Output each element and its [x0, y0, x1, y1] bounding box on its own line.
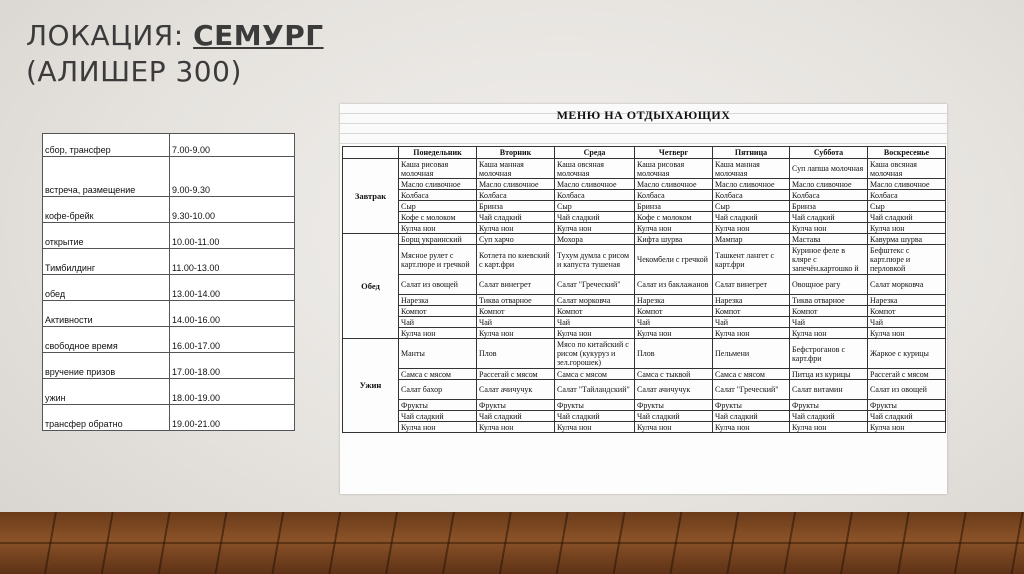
menu-dish-cell: Самса с мясом [555, 369, 635, 380]
menu-dish-cell: Чай [790, 317, 868, 328]
menu-dish-cell: Самса с мясом [713, 369, 790, 380]
menu-table [342, 146, 946, 433]
schedule-row [43, 405, 295, 431]
menu-row [343, 212, 946, 223]
menu-dish-cell: Кулча нон [868, 422, 946, 433]
menu-row [343, 317, 946, 328]
menu-dish-cell: Рассегай с мясом [477, 369, 555, 380]
menu-header-area [340, 104, 947, 144]
menu-day-header: Пятница [713, 147, 790, 159]
schedule-activity: трансфер обратно [43, 405, 170, 431]
menu-dish-cell: Салат морковча [868, 275, 946, 295]
menu-dish-cell: Чай сладкий [555, 212, 635, 223]
menu-row [343, 328, 946, 339]
menu-dish-cell: Каша рисовая молочная [399, 159, 477, 179]
menu-dish-cell: Колбаса [635, 190, 713, 201]
menu-dish-cell: Компот [635, 306, 713, 317]
menu-day-header: Воскресенье [868, 147, 946, 159]
menu-dish-cell: Бринза [477, 201, 555, 212]
menu-dish-cell: Компот [399, 306, 477, 317]
menu-dish-cell: Кулча нон [790, 328, 868, 339]
menu-dish-cell: Чай [713, 317, 790, 328]
menu-dish-cell: Мохора [555, 234, 635, 245]
schedule-table [42, 133, 295, 431]
menu-dish-cell: Кулча нон [399, 223, 477, 234]
menu-title: МЕНЮ НА ОТДЫХАЮЩИХ [556, 108, 731, 122]
menu-row [343, 201, 946, 212]
menu-dish-cell: Фрукты [790, 400, 868, 411]
menu-dish-cell: Тиква отварное [790, 295, 868, 306]
menu-day-header: Четверг [635, 147, 713, 159]
schedule-row [43, 197, 295, 223]
menu-dish-cell: Компот [790, 306, 868, 317]
schedule-row [43, 157, 295, 197]
menu-dish-cell: Фрукты [635, 400, 713, 411]
menu-dish-cell: Мясо по китайский с рисом (кукуруз и зел.горошек) [555, 339, 635, 369]
menu-dish-cell: Чай сладкий [555, 411, 635, 422]
menu-dish-cell: Нарезка [713, 295, 790, 306]
menu-dish-cell: Чай сладкий [399, 411, 477, 422]
menu-dish-cell: Пельмени [713, 339, 790, 369]
menu-dish-cell: Кулча нон [477, 328, 555, 339]
menu-dish-cell: Чай сладкий [713, 411, 790, 422]
menu-dish-cell: Мясное рулет с карт.пюре и гречкой [399, 245, 477, 275]
menu-dish-cell: Сыр [399, 201, 477, 212]
menu-dish-cell: Бефштекс с карт.пюре и перловкой [868, 245, 946, 275]
menu-dish-cell: Чай [399, 317, 477, 328]
schedule-time: 13.00-14.00 [170, 275, 295, 301]
title-prefix: ЛОКАЦИЯ: [26, 19, 194, 52]
menu-dish-cell: Кулча нон [635, 223, 713, 234]
menu-dish-cell: Салат бахор [399, 380, 477, 400]
schedule-row [43, 327, 295, 353]
menu-dish-cell: Бефстроганов с карт.фри [790, 339, 868, 369]
menu-dish-cell: Колбаса [713, 190, 790, 201]
menu-dish-cell: Тиква отварное [477, 295, 555, 306]
menu-dish-cell: Фрукты [555, 400, 635, 411]
menu-dish-cell: Кулча нон [790, 223, 868, 234]
menu-meal-label: Завтрак [343, 159, 399, 234]
menu-dish-cell: Кулча нон [868, 328, 946, 339]
schedule-time: 9.00-9.30 [170, 157, 295, 197]
menu-dish-cell: Кулча нон [399, 422, 477, 433]
menu-dish-cell: Колбаса [399, 190, 477, 201]
schedule-time: 11.00-13.00 [170, 249, 295, 275]
menu-dish-cell: Плов [635, 339, 713, 369]
menu-dish-cell: Кулча нон [399, 328, 477, 339]
menu-dish-cell: Кофе с молоком [635, 212, 713, 223]
menu-image [340, 104, 947, 494]
menu-dish-cell: Борщ украинский [399, 234, 477, 245]
menu-row [343, 159, 946, 179]
menu-dish-cell: Бринза [635, 201, 713, 212]
menu-row [343, 275, 946, 295]
menu-dish-cell: Салат "Греческий" [555, 275, 635, 295]
menu-dish-cell: Чай сладкий [635, 411, 713, 422]
menu-dish-cell: Салат ачичучук [477, 380, 555, 400]
slide-title [26, 18, 324, 90]
menu-meal-label: Обед [343, 234, 399, 339]
menu-day-header: Среда [555, 147, 635, 159]
menu-dish-cell: Компот [477, 306, 555, 317]
menu-dish-cell: Сыр [555, 201, 635, 212]
menu-row [343, 190, 946, 201]
schedule-activity: вручение призов [43, 353, 170, 379]
menu-day-header: Понедельник [399, 147, 477, 159]
menu-dish-cell: Кулча нон [713, 328, 790, 339]
menu-dish-cell: Чай сладкий [790, 411, 868, 422]
menu-dish-cell: Самса с тыквой [635, 369, 713, 380]
menu-dish-cell: Нарезка [868, 295, 946, 306]
menu-dish-cell: Салат витамин [790, 380, 868, 400]
menu-dish-cell: Компот [713, 306, 790, 317]
menu-dish-cell: Каша овсяная молочная [555, 159, 635, 179]
schedule-activity: открытие [43, 223, 170, 249]
schedule-row [43, 223, 295, 249]
menu-row [343, 339, 946, 369]
menu-dish-cell: Кулча нон [555, 223, 635, 234]
menu-dish-cell: Кулча нон [635, 422, 713, 433]
menu-day-header: Суббота [790, 147, 868, 159]
schedule-activity: ужин [43, 379, 170, 405]
menu-row [343, 245, 946, 275]
menu-dish-cell: Масло сливочное [477, 179, 555, 190]
menu-dish-cell: Чай [868, 317, 946, 328]
schedule-time: 18.00-19.00 [170, 379, 295, 405]
menu-row [343, 223, 946, 234]
schedule-row [43, 275, 295, 301]
menu-dish-cell: Кулча нон [713, 422, 790, 433]
menu-row [343, 380, 946, 400]
menu-dish-cell: Масло сливочное [868, 179, 946, 190]
menu-dish-cell: Колбаса [477, 190, 555, 201]
menu-dish-cell: Чай сладкий [868, 411, 946, 422]
menu-dish-cell: Чай сладкий [790, 212, 868, 223]
menu-dish-cell: Чай сладкий [477, 212, 555, 223]
menu-dish-cell: Чай сладкий [477, 411, 555, 422]
menu-dish-cell: Рассегай с мясом [868, 369, 946, 380]
menu-row [343, 400, 946, 411]
menu-dish-cell: Салат морковча [555, 295, 635, 306]
menu-row [343, 234, 946, 245]
menu-dish-cell: Колбаса [555, 190, 635, 201]
menu-dish-cell: Масло сливочное [399, 179, 477, 190]
menu-dish-cell: Суп лапша молочная [790, 159, 868, 179]
menu-dish-cell: Кулча нон [555, 422, 635, 433]
menu-dish-cell: Фрукты [868, 400, 946, 411]
schedule-time: 17.00-18.00 [170, 353, 295, 379]
menu-dish-cell: Каша овсяная молочная [868, 159, 946, 179]
menu-dish-cell: Каша рисовая молочная [635, 159, 713, 179]
title-highlight: СЕМУРГ [193, 19, 324, 52]
menu-dish-cell: Масло сливочное [555, 179, 635, 190]
title-subtitle: (АЛИШЕР 300) [26, 55, 242, 88]
schedule-row [43, 134, 295, 157]
schedule-time: 19.00-21.00 [170, 405, 295, 431]
schedule-activity: Тимбилдинг [43, 249, 170, 275]
menu-day-header: Вторник [477, 147, 555, 159]
schedule-row [43, 379, 295, 405]
menu-dish-cell: Кулча нон [555, 328, 635, 339]
menu-dish-cell: Сыр [868, 201, 946, 212]
menu-dish-cell: Фрукты [477, 400, 555, 411]
menu-dish-cell: Салат из овощей [399, 275, 477, 295]
schedule-time: 9.30-10.00 [170, 197, 295, 223]
menu-dish-cell: Чай сладкий [868, 212, 946, 223]
menu-row [343, 422, 946, 433]
menu-dish-cell: Салат винегрет [713, 275, 790, 295]
menu-corner-cell [343, 147, 399, 159]
menu-dish-cell: Кулча нон [477, 422, 555, 433]
menu-dish-cell: Салат "Греческий" [713, 380, 790, 400]
schedule-activity: обед [43, 275, 170, 301]
menu-dish-cell: Каша манная молочная [713, 159, 790, 179]
menu-dish-cell: Фрукты [713, 400, 790, 411]
menu-dish-cell: Чай [477, 317, 555, 328]
menu-dish-cell: Ташкент лангет с карт.фри [713, 245, 790, 275]
menu-row [343, 411, 946, 422]
menu-dish-cell: Манты [399, 339, 477, 369]
menu-dish-cell: Овощное рагу [790, 275, 868, 295]
menu-dish-cell: Сыр [713, 201, 790, 212]
menu-dish-cell: Масло сливочное [635, 179, 713, 190]
menu-dish-cell: Чай [555, 317, 635, 328]
schedule-activity: встреча, размещение [43, 157, 170, 197]
menu-dish-cell: Жаркое с курицы [868, 339, 946, 369]
menu-dish-cell: Кофе с молоком [399, 212, 477, 223]
floor-plank-line [0, 542, 1024, 544]
menu-dish-cell: Фрукты [399, 400, 477, 411]
menu-dish-cell: Мампар [713, 234, 790, 245]
menu-dish-cell: Масло сливочное [713, 179, 790, 190]
menu-dish-cell: Плов [477, 339, 555, 369]
schedule-row [43, 353, 295, 379]
menu-dish-cell: Салат ачичучук [635, 380, 713, 400]
schedule-row [43, 249, 295, 275]
menu-dish-cell: Чай сладкий [713, 212, 790, 223]
menu-dish-cell: Кифта шурва [635, 234, 713, 245]
menu-row [343, 295, 946, 306]
menu-meal-label: Ужин [343, 339, 399, 433]
menu-dish-cell: Кулча нон [713, 223, 790, 234]
menu-dish-cell: Кавурма шурва [868, 234, 946, 245]
menu-dish-cell: Салат винегрет [477, 275, 555, 295]
menu-dish-cell: Компот [868, 306, 946, 317]
schedule-row [43, 301, 295, 327]
menu-dish-cell: Колбаса [868, 190, 946, 201]
menu-dish-cell: Каша манная молочная [477, 159, 555, 179]
menu-dish-cell: Масло сливочное [790, 179, 868, 190]
menu-row [343, 369, 946, 380]
menu-dish-cell: Кулча нон [635, 328, 713, 339]
menu-row [343, 306, 946, 317]
menu-dish-cell: Куриное феле в кляре с запечён.картошко й [790, 245, 868, 275]
menu-dish-cell: Питца из курицы [790, 369, 868, 380]
menu-dish-cell: Чай [635, 317, 713, 328]
menu-dish-cell: Колбаса [790, 190, 868, 201]
menu-dish-cell: Салат "Тайландский" [555, 380, 635, 400]
menu-dish-cell: Кулча нон [790, 422, 868, 433]
schedule-time: 10.00-11.00 [170, 223, 295, 249]
menu-dish-cell: Нарезка [635, 295, 713, 306]
schedule-activity: сбор, трансфер [43, 134, 170, 157]
menu-dish-cell: Тухум думла с рисом и капуста тушеная [555, 245, 635, 275]
menu-dish-cell: Нарезка [399, 295, 477, 306]
menu-dish-cell: Котлета по киевский с карт.фри [477, 245, 555, 275]
menu-dish-cell: Мастава [790, 234, 868, 245]
menu-dish-cell: Кулча нон [868, 223, 946, 234]
menu-dish-cell: Чекомбели с гречкой [635, 245, 713, 275]
menu-dish-cell: Кулча нон [477, 223, 555, 234]
schedule-time: 7.00-9.00 [170, 134, 295, 157]
menu-dish-cell: Суп харчо [477, 234, 555, 245]
menu-dish-cell: Бринза [790, 201, 868, 212]
schedule-time: 16.00-17.00 [170, 327, 295, 353]
menu-dish-cell: Салат из баклажанов [635, 275, 713, 295]
schedule-activity: свободное время [43, 327, 170, 353]
menu-row [343, 179, 946, 190]
schedule-time: 14.00-16.00 [170, 301, 295, 327]
schedule-activity: Активности [43, 301, 170, 327]
menu-dish-cell: Самса с мясом [399, 369, 477, 380]
menu-dish-cell: Компот [555, 306, 635, 317]
schedule-activity: кофе-брейк [43, 197, 170, 223]
menu-dish-cell: Салат из овощей [868, 380, 946, 400]
